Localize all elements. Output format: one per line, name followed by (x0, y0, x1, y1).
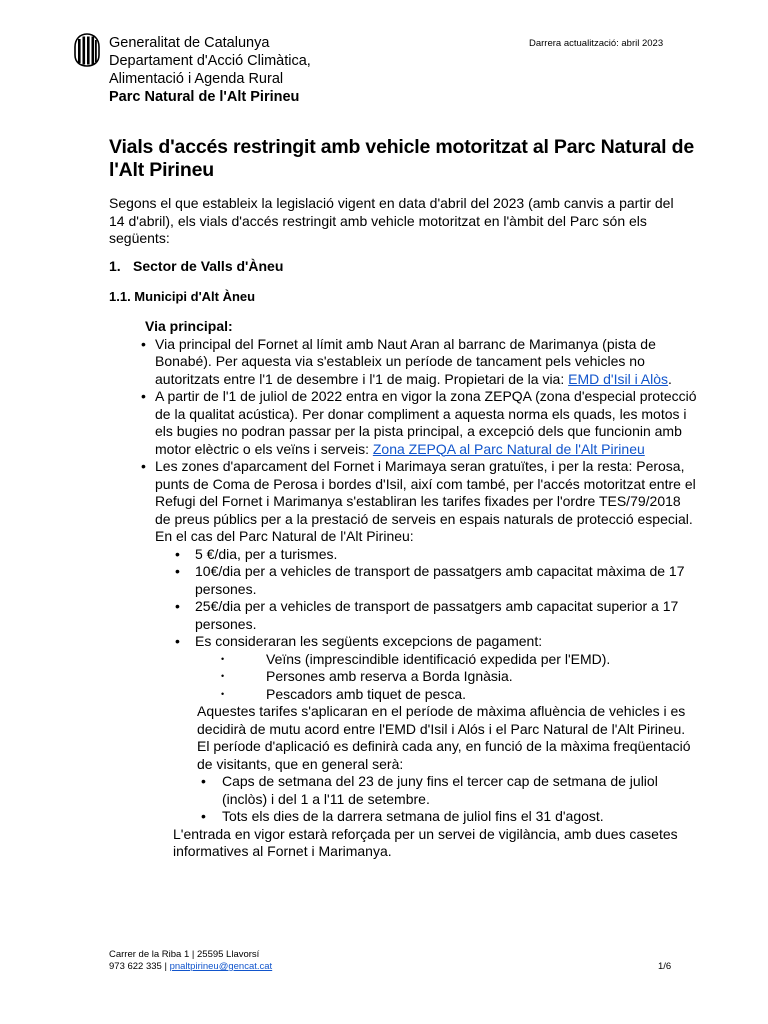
section-heading (109, 258, 283, 274)
department-name: Departament d'Acció Climàtica, (109, 53, 311, 69)
list-item (140, 388, 700, 458)
bullet-text-end: . (668, 370, 672, 387)
tariff-item: • Es consideraran les següents excepcions de pagament: (173, 633, 700, 651)
tariff-item: • 5 €/dia, per a turismes. (173, 546, 700, 564)
tariff-item: • 25€/dia per a vehicles de transport de passatgers amb capacitat superior a 17 persones. (173, 598, 700, 633)
list-item (140, 458, 700, 546)
list-item (140, 336, 700, 389)
section-title: Sector de Valls d'Àneu (133, 258, 284, 274)
page-footer (109, 949, 272, 973)
org-name: Generalitat de Catalunya (109, 35, 270, 51)
bullet-text: Les zones d'aparcament del Fornet i Marimaya seran gratuïtes, i per la resta: Perosa, punts de Coma de Perosa i bordes d'Isil, així com també, per l'accés motoritzat entre el Refugi del Fornet i Marimanya s'establiran les tarifes fixades per l'ordre TES/79/2018 de preus públics per a la prestació de serveis en espais naturals de protecció especial. En el cas del Parc Natural de l'Alt Pirineu: (155, 458, 696, 544)
park-name: Parc Natural de l'Alt Pirineu (109, 89, 300, 105)
tariff-note: Aquestes tarifes s'aplicaran en el període de màxima afluència de vehicles i es decidirà de mutu acord entre l'EMD d'Isil i Alós i el Parc Natural de l'Alt Pirineu. El període d'aplicació es definirà cada any, en funció de la màxima freqüentació de visitants, que en general serà: (197, 703, 691, 772)
generalitat-logo-icon (73, 33, 101, 67)
exception-item: • Pescadors amb tiquet de pesca. (219, 686, 700, 704)
period-item: • Caps de setmana del 23 de juny fins el tercer cap de setmana de juliol (inclòs) i del 1 a l'11 de setembre. (199, 773, 700, 808)
exception-list (219, 651, 700, 704)
footer-address: Carrer de la Riba 1 | 25595 Llavorsí (109, 949, 260, 960)
department-name-cont: Alimentació i Agenda Rural (109, 71, 284, 87)
emd-link[interactable]: EMD d'Isil i Alòs (568, 370, 669, 387)
tariff-list (173, 546, 700, 651)
main-bullet-list (140, 336, 700, 546)
road-list (140, 318, 700, 861)
intro-paragraph: Segons el que estableix la legislació vigent en data d'abril del 2023 (amb canvis a partir del 14 d'abril), els vials d'accés restringit amb vehicle motoritzat en l'àmbit del Parc són els següents: (109, 195, 674, 246)
period-item: • Tots els dies de la darrera setmana de juliol fins el 31 d'agost. (199, 808, 700, 826)
period-list (199, 773, 700, 826)
footer-phone: 973 622 335 | (109, 961, 170, 972)
last-updated: Darrera actualització: abril 2023 (529, 38, 664, 49)
via-principal-heading: Via principal: (145, 318, 233, 334)
page-number: 1/6 (658, 961, 672, 972)
document-title: Vials d'accés restringit amb vehicle motoritzat al Parc Natural de l'Alt Pirineu (109, 136, 694, 181)
tariff-item: • 10€/dia per a vehicles de transport de passatgers amb capacitat màxima de 17 persones. (173, 563, 700, 598)
bullet-text: A partir de l'1 de juliol de 2022 entra en vigor la zona ZEPQA (zona d'especial protecció de la qualitat acústica). Per donar compliment a aquesta norma els quads, les motos i els bugies no podran passar per la pista principal, a excepció dels que funcionin amb motor elèctric o els veïns i serveis: (155, 388, 697, 457)
exception-item: • Persones amb reserva a Borda Ignàsia. (219, 668, 700, 686)
organization-header (109, 34, 311, 106)
bullet-text: Via principal del Fornet al límit amb Naut Aran al barranc de Marimanya (pista de Bonabé). Per aquesta via s'estableix un període de tancament pels vehicles no autoritzats entre l'1 de desembre i l'1 de maig. Propietari de la via: (155, 335, 656, 387)
exception-item: • Veïns (imprescindible identificació expedida per l'EMD). (219, 651, 700, 669)
subsection-heading: 1.1. Municipi d'Alt Àneu (109, 289, 256, 304)
section-number: 1. (109, 258, 121, 274)
zepqa-link[interactable]: Zona ZEPQA al Parc Natural de l'Alt Pirineu (372, 440, 645, 457)
footer-contact (109, 961, 272, 973)
closing-paragraph: L'entrada en vigor estarà reforçada per un servei de vigilància, amb dues casetes informatives al Fornet i Marimanya. (173, 825, 678, 859)
footer-email-link[interactable]: pnaltpirineu@gencat.cat (169, 961, 273, 972)
